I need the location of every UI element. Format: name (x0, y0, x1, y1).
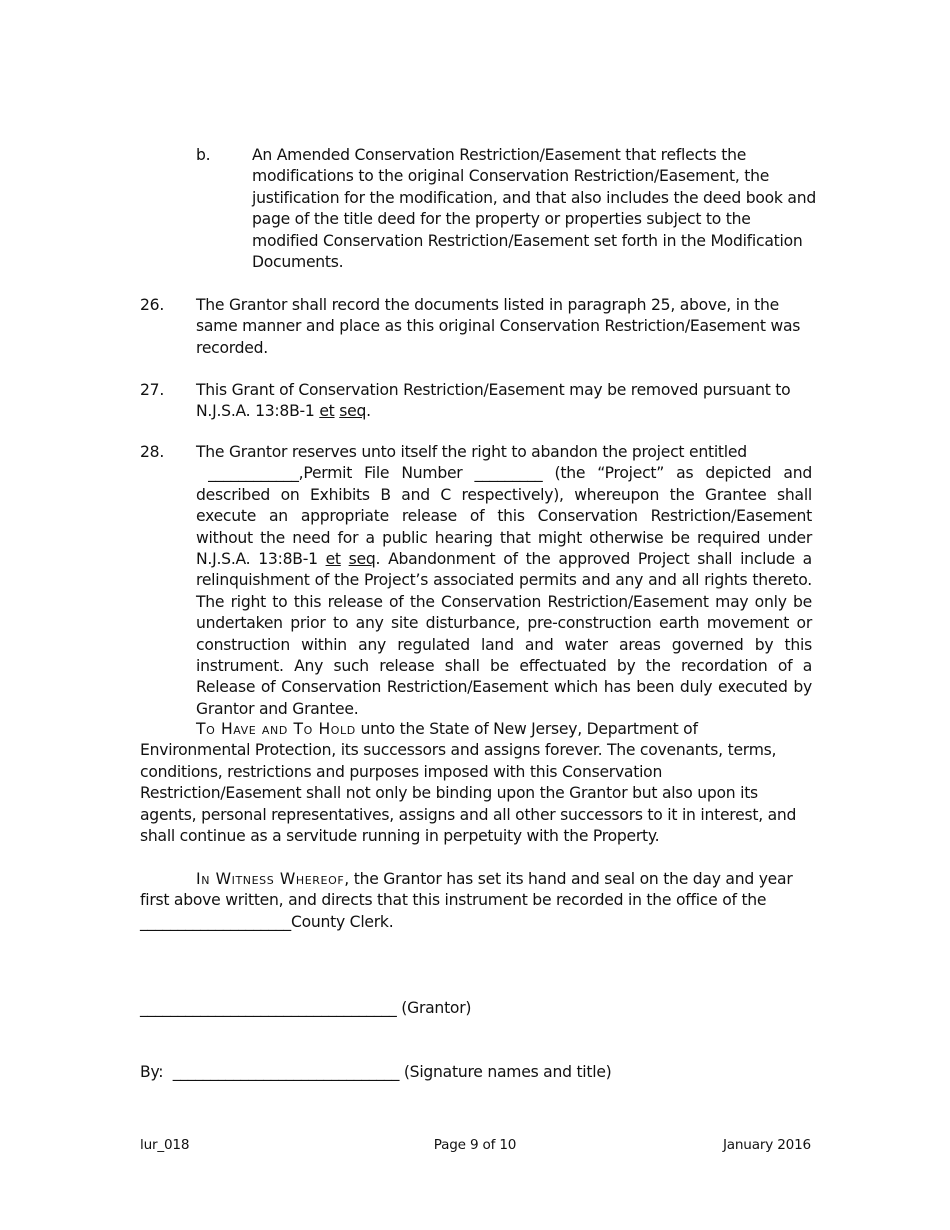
clause-lead: To Have and To Hold (196, 720, 356, 738)
text-segment: . Abandonment of the approved Project shall include a relinquishment of the Project’s associated permits and any and all rights thereto. The right to this release of the Conservation Restriction/Easement may only be undertaken prior to any site disturbance, pre-construction earth movement or construction within any regulated land and water areas governed by this instrument. Any such release shall be effectuated by the recordation of a Release of Conservation Restriction/Easement which has been duly executed by Grantor and Grantee. (196, 550, 812, 718)
text-segment: . (366, 402, 371, 421)
paragraph-number: 26. (140, 296, 165, 314)
witness-clause (140, 869, 812, 933)
text-segment: This Grant of Conservation Restriction/Easement may be removed pursuant to N.J.S.A. 13:8B-1 (196, 381, 791, 421)
by-signature-line (140, 1063, 612, 1081)
footer-date: January 2016 (722, 1137, 811, 1153)
underlined-term: et (325, 550, 341, 569)
paragraph-text (196, 463, 812, 720)
by-line: ______________________________ (Signature names and title) (172, 1063, 612, 1081)
habendum-clause (140, 719, 812, 847)
paragraph-26 (140, 295, 812, 359)
list-item-b (196, 145, 816, 273)
paragraph-27 (140, 380, 812, 423)
paragraph-number: 28. (140, 443, 165, 461)
footer-form-id: lur_018 (140, 1137, 190, 1153)
paragraph-text (196, 380, 812, 423)
underlined-term: et (319, 402, 335, 421)
grantor-signature-line: __________________________________ (Grantor) (140, 999, 472, 1017)
underlined-term: seq (339, 402, 367, 421)
paragraph-28 (140, 442, 812, 720)
list-item-text: An Amended Conservation Restriction/Easement that reflects the modifications to the original Conservation Restriction/Easement, the justification for the modification, and that also includes the deed book and page of the title deed for the property or properties subject to the modified Conservation Restriction/Easement set forth in the Modification Documents. (252, 146, 817, 272)
by-label: By: (140, 1063, 164, 1081)
footer-page-number: Page 9 of 10 (433, 1137, 517, 1153)
paragraph-text: The Grantor shall record the documents listed in paragraph 25, above, in the same manner and place as this original Conservation Restriction/Easement was recorded. (196, 296, 801, 357)
text-segment: ____________,Permit File Number _________ (the “Project” as depicted and described on Exhibits B and C respectively), whereupon the Grantee shall execute an appropriate release of this Conservation Restriction/Easement without the need for a public hearing that might otherwise be required under N.J.S.A. 13:8B-1 (196, 464, 812, 569)
list-item-letter: b. (196, 146, 211, 164)
paragraph-number: 27. (140, 381, 165, 399)
underlined-term: seq (348, 550, 376, 569)
clause-text: , the Grantor has set its hand and seal on the day and year first above written, and directs that this instrument be recorded in the office of the ____________________County Clerk. (140, 870, 793, 931)
clause-text: unto the State of New Jersey, Department of Environmental Protection, its successors and assigns forever. The covenants, terms, conditions, restrictions and purposes imposed with this Conservation Restriction/Easement shall not only be binding upon the Grantor but also upon its agents, personal representatives, assigns and all other successors to it in interest, and shall continue as a servitude running in perpetuity with the Property. (140, 720, 797, 846)
paragraph-first-line: The Grantor reserves unto itself the right to abandon the project entitled (196, 443, 747, 461)
clause-lead: In Witness Whereof (196, 870, 345, 888)
